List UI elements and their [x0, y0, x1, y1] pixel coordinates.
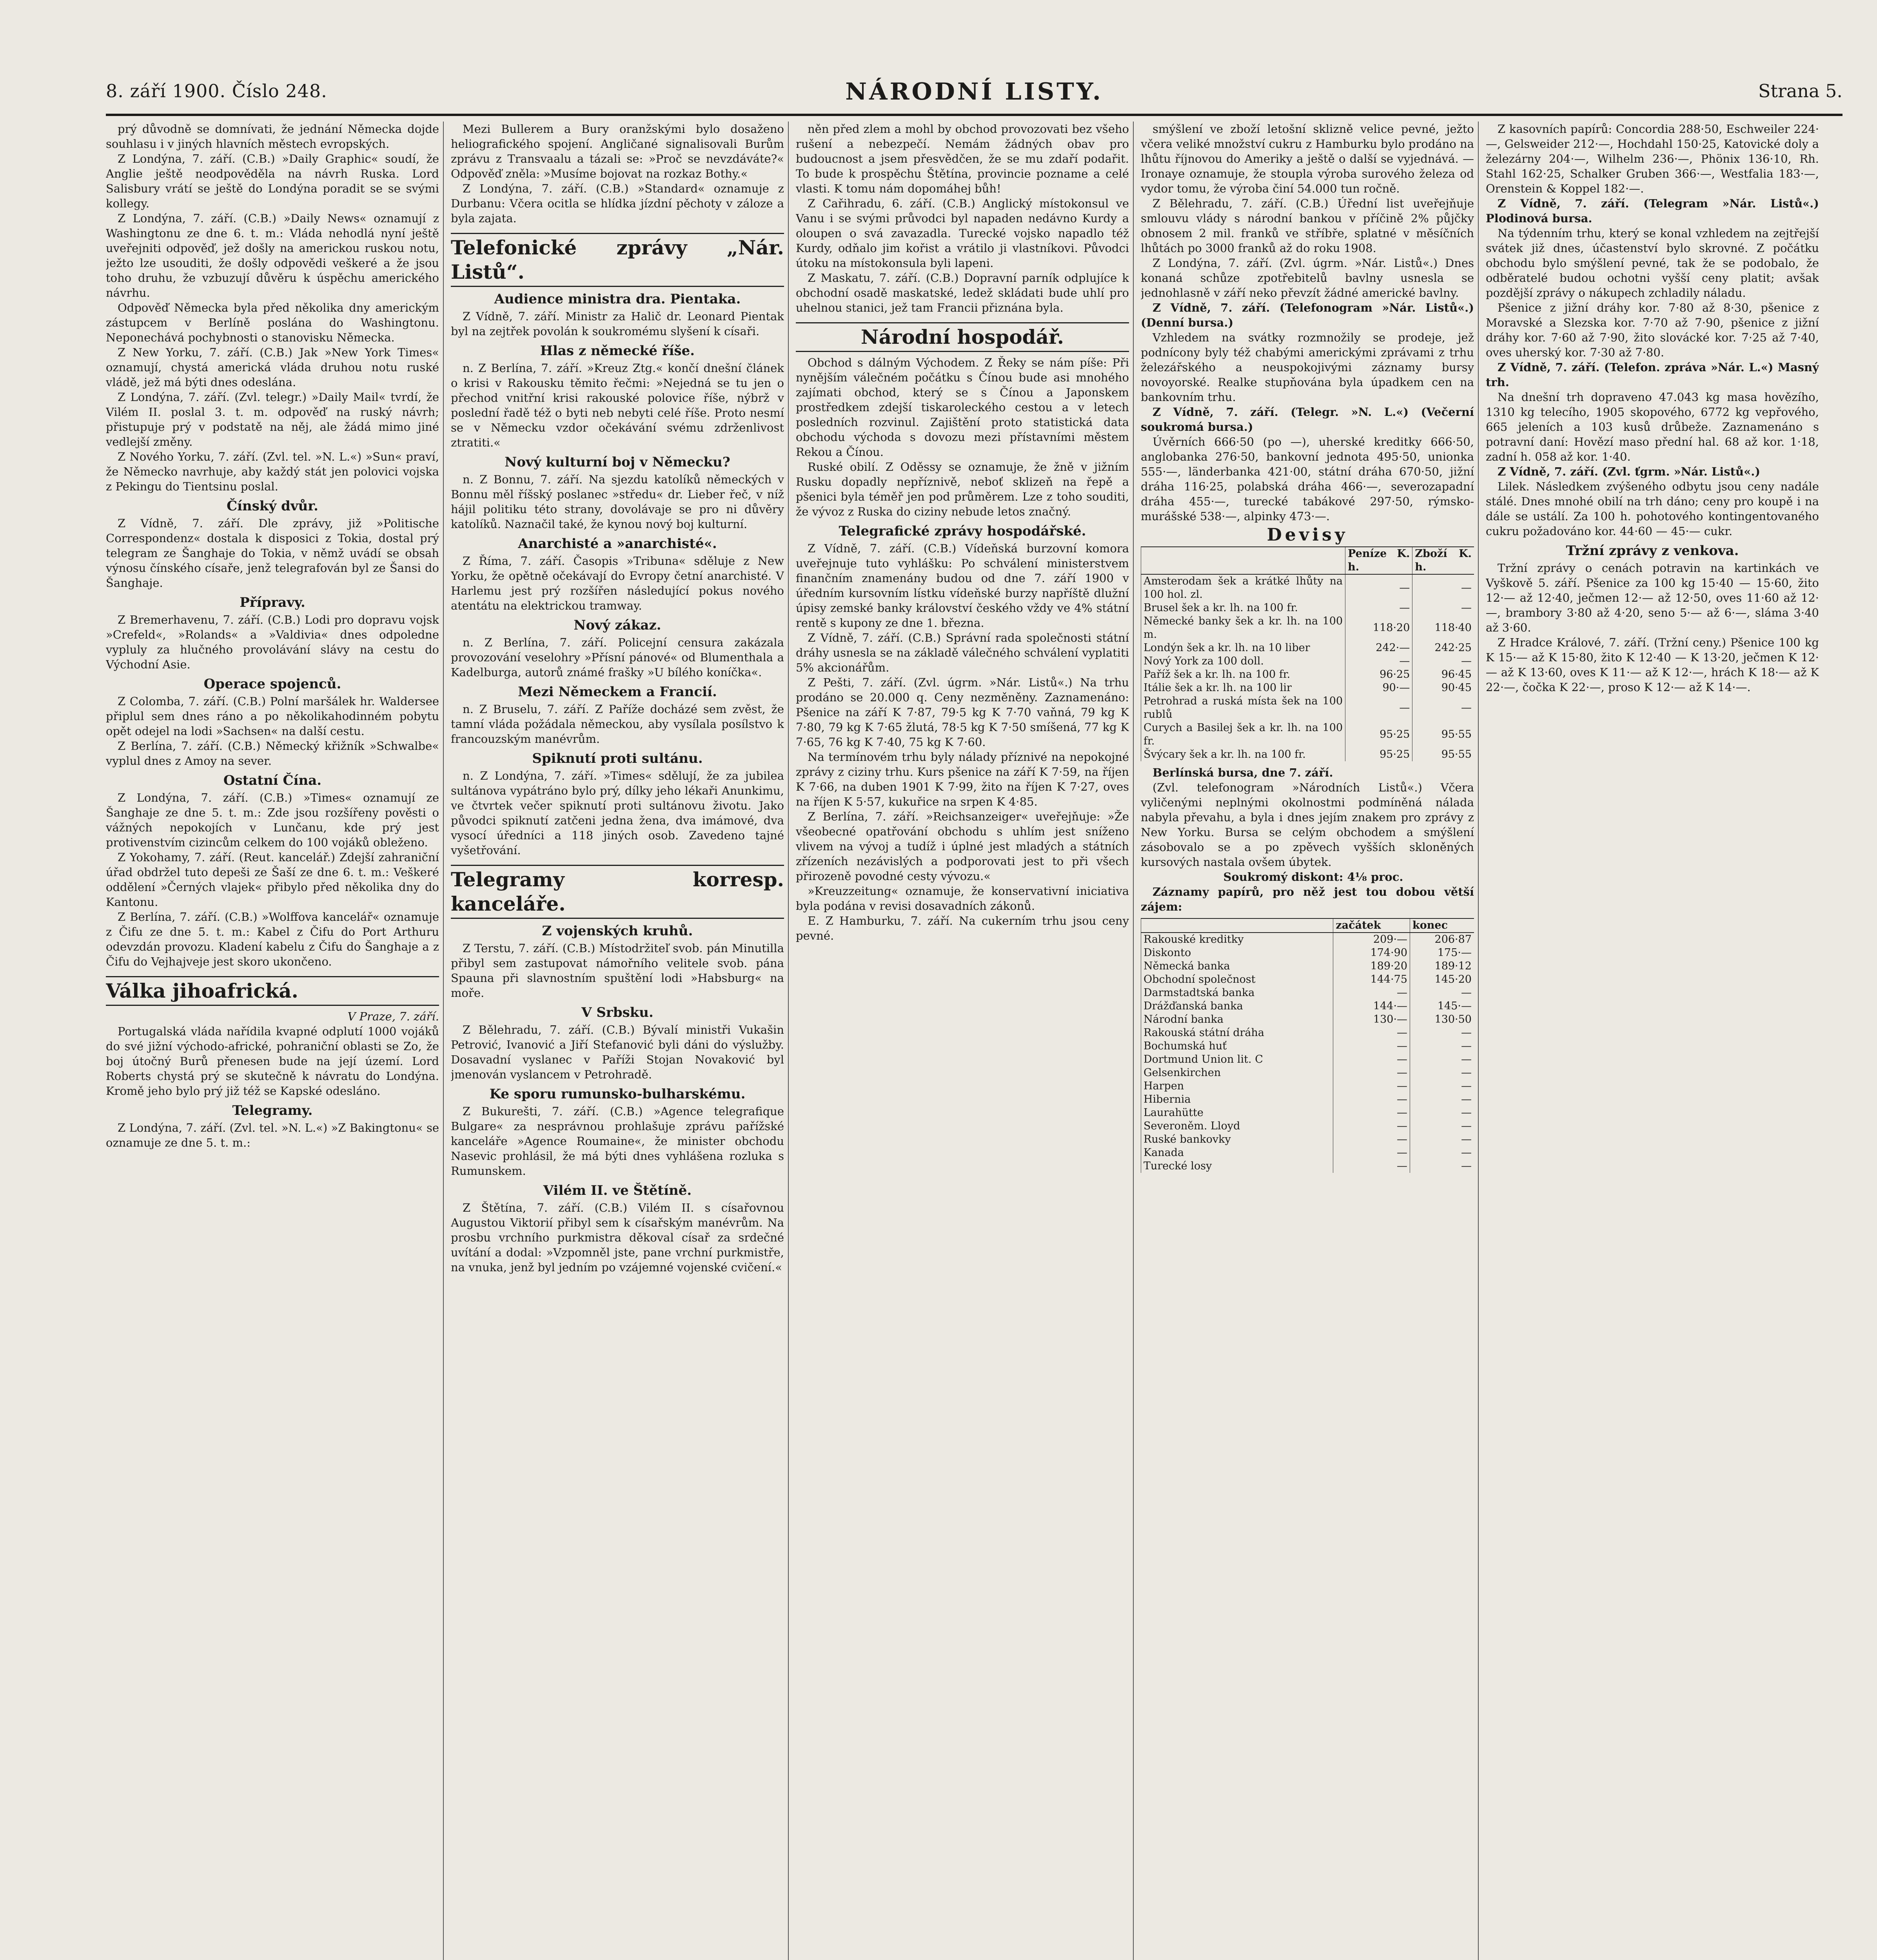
section-subheading: Anarchisté a »anarchisté«. — [518, 536, 717, 552]
article-paragraph: n. Z Berlína, 7. září. Policejní censura zakázala provozování veselohry »Přísní pánové« od Blumenthala a Kadelburga, autorů známé frašky »U bílého koníčka«. — [451, 636, 784, 679]
article-paragraph: Z Berlína, 7. září. »Reichsanzeiger« uveřejňuje: »Že všeobecné opatřování obchodu s uhlím jest sníženo vlivem na vývoj a tudíž i úplné jest mladých a státních zřízeních nezávislých a podporovati jest to při všech přirozeně povodné cesty vývozu.« — [796, 810, 1129, 883]
article-paragraph: Z Vídně, 7. září. (C.B.) Správní rada společnosti státní dráhy usnesla se na základě válečného schválení vyplatiti 5% akcionářům. — [796, 631, 1129, 674]
section-subheading: Z vojenských kruhů. — [542, 923, 693, 939]
section-heading: Telefonické zprávy „Nár. Listů“. — [451, 233, 784, 287]
table-cell-label: Bochumská huť — [1141, 1040, 1333, 1053]
table-cell-value: — — [1410, 1146, 1474, 1160]
table-cell-label: Ruské bankovky — [1141, 1133, 1333, 1146]
table-row — [1141, 960, 1474, 973]
devisy-title: Devisy — [1267, 525, 1348, 545]
article-paragraph: Z Berlína, 7. září. (C.B.) Německý křižník »Schwalbe« vyplul dnes z Amoy na sever. — [106, 739, 439, 768]
article-paragraph: Obchod s dálným Východem. Z Řeky se nám píše: Při nynějším válečném počátku s Čínou bude asi mnohého zajímati obchod, který se s Čínou a Japonskem prostředkem zdejší tiskaroleckého cestou a v letech posledních rozvinul. Zajištění proto statistická data obchodu východa s dovozu mezi přístavními městem Rekou a Čínou. — [796, 356, 1129, 459]
table-cell-label: Rakouské kreditky — [1141, 933, 1333, 946]
table-cell-value: — — [1410, 1106, 1474, 1120]
article-paragraph: Z Terstu, 7. září. (C.B.) Místodržiteľ svob. pán Minutilla přibyl sem zastupovat námořního velitele svob. pána Spauna při slavnostním spuštění lodi »Habsburg« na moře. — [451, 942, 784, 1000]
section-heading: Národní hospodář. — [796, 322, 1129, 352]
table-cell-value: — — [1333, 1146, 1410, 1160]
diskont-line: Soukromý diskont: 4⅛ proc. — [1223, 870, 1403, 884]
article-paragraph: Na dnešní trh dopraveno 47.043 kg masa hovězího, 1310 kg telecího, 1905 skopového, 6772 kg vepřového, 665 jeleních a 103 kusů drůbeže. Zaznamenáno s potravní daní: Hovězí maso přední hal. 68 až kor. 1·18, zadní h. 058 až kor. 1·40. — [1486, 390, 1819, 463]
article-paragraph: Portugalská vláda nařídila kvapné odplutí 1000 vojáků do své jižní východo-africké, pohraniční oblasti se Zo, že boj útočný Burů přenesen bude na její území. Lord Roberts chystá prý se skutečně k návratu do Londýna. Kromě jeho bylo prý již též se Kapské odesláno. — [106, 1025, 439, 1098]
zaznamy-table — [1141, 918, 1474, 1173]
table-cell-value: 144·75 — [1333, 973, 1410, 986]
table-cell-value: 175·— — [1410, 946, 1474, 960]
table-header-cell: Peníze K. h. — [1345, 547, 1412, 574]
column-5 — [1486, 122, 1819, 1960]
table-cell-value: 144·— — [1333, 1000, 1410, 1013]
column-1 — [106, 122, 439, 1960]
table-cell-value: — — [1412, 695, 1474, 721]
article-paragraph: Úvěrních 666·50 (po —), uherské kreditky 666·50, anglobanka 276·50, bankovní jednota 495·50, unionka 555·—, länderbanka 421·00, státní dráha 670·50, jižní dráha 116·25, polabská dráha 466·—, severozapadní dráha 455·—, turecké tabákové 297·50, rýmsko-murášské 538·—, alpinky 473·—. — [1141, 435, 1474, 523]
table-cell-value: — — [1333, 1133, 1410, 1146]
section-subheading: Nový kulturní boj v Německu? — [505, 454, 730, 470]
table-header-cell: konec — [1410, 918, 1474, 933]
table-cell-label: Laurahütte — [1141, 1106, 1333, 1120]
section-subheading: Ostatní Čína. — [223, 773, 322, 788]
table-cell-label: Curych a Basilej šek a kr. lh. na 100 fr. — [1141, 721, 1345, 748]
table-row — [1141, 1146, 1474, 1160]
article-paragraph: Vzhledem na svátky rozmnožily se prodeje, jež podnícony byly též chabými americkými zprávami z trhu železářského a neuspokojivými záznamy bursy novoyorské. Realke stupňována byla úpadkem cen na bankovním trhu. — [1141, 331, 1474, 404]
article-paragraph: Z Londýna, 7. září. (Zvl. úgrm. »Nár. Listů«.) Dnes konaná schůze zpotřebitelů bavlny usnesla se jednohlasně v září neko převzít žádné americké bavlny. — [1141, 256, 1474, 299]
section-subheading: Telegrafické zprávy hospodářské. — [839, 523, 1086, 539]
table-cell-label: Paříž šek a kr. lh. na 100 fr. — [1141, 668, 1345, 681]
table-cell-label: Kanada — [1141, 1146, 1333, 1160]
table-cell-label: Londýn šek a kr. lh. na 10 liber — [1141, 641, 1345, 655]
table-cell-value: — — [1333, 986, 1410, 1000]
devisy-body — [1141, 574, 1474, 761]
article-paragraph: Z Yokohamy, 7. září. (Reut. kancelář.) Zdejší zahraniční úřad obdržel tuto depeši ze Šaší ze dne 6. t. m.: Veškeré oddělení »Černých vlajek« přibylo před několika dny do Kantonu. — [106, 851, 439, 909]
article-paragraph: n. Z Bruselu, 7. září. Z Paříže docházé sem zvěst, že tamní vláda požádala německou, aby vysílala posílstvo k francouzským manévrům. — [451, 702, 784, 746]
article-paragraph: něn před zlem a mohl by obchod provozovati bez všeho rušení a nebezpečí. Nemám žádných obav pro budoucnost a jsem přesvědčen, že se mu zdaří podařit. To bude k prospěchu Štětína, provincie pozname a celé vlasti. K tomu nám dopomáhej bůh! — [796, 122, 1129, 195]
table-cell-label: Brusel šek a kr. lh. na 100 fr. — [1141, 601, 1345, 615]
section-subheading: Operace spojenců. — [203, 676, 341, 692]
article-paragraph: Z Bremerhavenu, 7. září. (C.B.) Lodi pro dopravu vojsk »Crefeld«, »Rolands« a »Valdivia« dnes odpoledne vypluly za hlučného provolávání slávy na cestu do Východní Asie. — [106, 613, 439, 671]
article-lead: Berlínská bursa, dne 7. září. — [1153, 766, 1333, 779]
table-cell-label: Německé banky šek a kr. lh. na 100 m. — [1141, 615, 1345, 641]
table-row — [1141, 1026, 1474, 1040]
table-cell-value: — — [1412, 601, 1474, 615]
section-subheading: Přípravy. — [240, 595, 305, 610]
table-row — [1141, 721, 1474, 748]
table-cell-value: 118·20 — [1345, 615, 1412, 641]
table-cell-value: 95·25 — [1345, 721, 1412, 748]
article-paragraph: Z Nového Yorku, 7. září. (Zvl. tel. »N. L.«) »Sun« praví, že Německo navrhuje, aby každý stát jen polovici vojska z Pekingu do Tientsinu poslal. — [106, 450, 439, 493]
article-paragraph: Na týdenním trhu, který se konal vzhledem na zejtřejší svátek již dnes, účastenství bylo skrovné. Z počátku obchodu bylo smýšlení pevné, tak že se podobalo, že odběratelé budou ochotni vyšší ceny platit; avšak pozdější zprávy o nákupech zchladily náladu. — [1486, 227, 1819, 299]
section-heading: Válka jihoafrická. — [106, 976, 439, 1006]
article-paragraph: n. Z Londýna, 7. září. »Times« sdělují, že za jubilea sultánova vypátráno bylo prý, dílky jeho lékaři Anunkimu, ve čtvrtek večer spiknutí proti sultánovu životu. Jako původci spiknutí zatčeni jedna žena, dva imámové, dva vysocí úředníci a 118 jiných osob. Zavedeno tajné vyšetřování. — [451, 769, 784, 857]
section-subheading: Telegramy. — [232, 1103, 313, 1118]
table-row — [1141, 695, 1474, 721]
table-row — [1141, 748, 1474, 761]
table-row — [1141, 681, 1474, 695]
article-paragraph: Z Vídně, 7. září. (C.B.) Vídeňská burzovní komora uveřejnuje tuto vyhlášku: Po schválení ministerstvem finančním znamenány budou od dne 7. září 1900 v úředním kursovním lístku vídeňské burzy napříště dlužní úpisy zemské banky království českého vždy ve 4% státní rentě s kupony ze dne 1. března. — [796, 542, 1129, 630]
article-paragraph: Z Maskatu, 7. září. (C.B.) Dopravní parník odplujíce k obchodní osadě maskatské, ledež skládati bude uhlí pro uhelnou stanici, jež tam Francii přiznána byla. — [796, 271, 1129, 314]
table-cell-value: — — [1410, 1040, 1474, 1053]
table-row — [1141, 1013, 1474, 1026]
column-divider — [443, 122, 444, 1960]
article-paragraph: Odpověď Německa byla před několika dny americkým zástupcem v Berlíně poslána do Washingtonu. Neponechává pochybnosti o stanovisku Německa. — [106, 301, 439, 344]
table-cell-value: 206·87 — [1410, 933, 1474, 946]
section-subheading: Spiknutí proti sultánu. — [532, 751, 703, 766]
table-row — [1141, 574, 1474, 601]
dateline: V Praze, 7. září. — [347, 1010, 439, 1023]
table-cell-value: — — [1410, 1093, 1474, 1106]
table-cell-value: 145·20 — [1410, 973, 1474, 986]
article-paragraph: Lilek. Následkem zvýšeného odbytu jsou ceny nadále stálé. Dnes mnohé obilí na trh dáno; ceny pro koupě i na dále se ustálí. Za 100 h. pohotového kontingentovaného cukru požadováno kor. 44·60 — 45·— cukr. — [1486, 480, 1819, 538]
page-number: Strana 5. — [1758, 80, 1843, 102]
table-row — [1141, 1080, 1474, 1093]
article-paragraph: prý důvodně se domnívati, že jednání Německa dojde souhlasu i v jiných hlavních městech evropských. — [106, 122, 439, 151]
table-row — [1141, 1093, 1474, 1106]
table-cell-value: — — [1410, 1080, 1474, 1093]
article-paragraph: Ruské obilí. Z Oděssy se oznamuje, že žně v jižním Rusku dopadly nepříznivě, neboť sklizeň na řepě a pšenici byla téměř jen pod průměrem. Lze z toho souditi, že vývoz z Ruska do ciziny nebude letos značný. — [796, 460, 1129, 518]
table-cell-value: 90·— — [1345, 681, 1412, 695]
table-cell-label: Nový York za 100 doll. — [1141, 655, 1345, 668]
table-row — [1141, 1040, 1474, 1053]
section-subheading: Tržní zprávy z venkova. — [1566, 543, 1739, 559]
article-paragraph: Z Říma, 7. září. Časopis »Tribuna« sděluje z New Yorku, že opětně očekávají do Evropy četní anarchisté. V Harlemu jest prý rozšířen následující pokus nového atentátu na elektrickou tramway. — [451, 554, 784, 612]
issue-date: 8. září 1900. Číslo 248. — [106, 80, 327, 102]
table-header-row — [1141, 918, 1474, 933]
table-cell-value: — — [1333, 1053, 1410, 1066]
table-cell-label: Dortmund Union lit. C — [1141, 1053, 1333, 1066]
article-paragraph: (Zvl. telefonogram »Národních Listů«.) Včera vyličenými neplnými okolnostmi podmíněná nálada nabyla převahu, a byla i dnes jejím znakem pro zprávy z New Yorku. Bursa se celým obchodem a smýšlení zásobovalo se a po zpěvech vyšších skloněných kursových nastala ovšem úbytek. — [1141, 781, 1474, 869]
article-lead: Z Vídně, 7. září. (Telefon. zpráva »Nár. L.«) Masný trh. — [1486, 361, 1819, 389]
table-header-cell: Zboží K. h. — [1412, 547, 1474, 574]
table-row — [1141, 1160, 1474, 1173]
article-paragraph: Z Hradce Králové, 7. září. (Tržní ceny.) Pšenice 100 kg K 15·— až K 15·80, žito K 12·40 — K 13·20, ječmen K 12·— až K 13·60, oves K 11·— až K 12·—, hrách K 18·— až K 22·—, čočka K 22·—, proso K 12·— až K 14·—. — [1486, 636, 1819, 694]
article-paragraph: Z Vídně, 7. září. Ministr za Halič dr. Leonard Pientak byl na zejtřek povolán k soukromému slyšení k císaři. — [451, 310, 784, 338]
table-header-cell: začátek — [1333, 918, 1410, 933]
devisy-table — [1141, 546, 1474, 761]
table-cell-label: Obchodní společnost — [1141, 973, 1333, 986]
table-cell-value: 95·55 — [1412, 748, 1474, 761]
article-paragraph: n. Z Berlína, 7. září. »Kreuz Ztg.« končí dnešní článek o krisi v Rakousku těmito řečmi: »Nejedná se tu jen o přechod vnitřní krisi rakouské polovice říše, nýbrž v poslední řadě též o byti neb nebyti celé říše. Proto nesmí se v Německu vzdor očekávání svému zdrženlivost ztratiti.« — [451, 361, 784, 449]
table-row — [1141, 1053, 1474, 1066]
table-header-cell — [1141, 547, 1345, 574]
table-cell-value: 242·— — [1345, 641, 1412, 655]
article-paragraph: Z kasovních papírů: Concordia 288·50, Eschweiler 224·—, Gelsweider 212·—, Hochdahl 150·25, Katovické doly a železárny 204·—, Wilhelm 236·—, Phönix 136·10, Rh. Stahl 162·25, Schalker Gruben 366·—, Westfalia 183·—, Orenstein & Koppel 182·—. — [1486, 122, 1819, 195]
article-paragraph: Z Londýna, 7. září. (C.B.) »Daily News« oznamují z Washingtonu ze dne 6. t. m.: Vláda nehodlá nyní ještě uveřejniti odpověď, jež došly na americkou ruskou notu, ježto lze usouditi, že došly odpovědi veškeré a že jsou toho druhu, že vzbuzují důvěru k úspěchu amerického návrhu. — [106, 212, 439, 299]
table-cell-value: 95·55 — [1412, 721, 1474, 748]
table-cell-value: — — [1333, 1066, 1410, 1080]
column-4 — [1141, 122, 1474, 1960]
article-paragraph: Z Cařihradu, 6. září. (C.B.) Anglický místokonsul ve Vanu i se svými průvodci byl napaden nedávno Kurdy a oloupen o svá zavazadla. Turecké vojsko napadlo též Kurdy, odňalo jim kořist a vrátilo ji vlastníkovi. Původci útoku na místokonsula byli lapeni. — [796, 197, 1129, 270]
table-cell-label: Hibernia — [1141, 1093, 1333, 1106]
table-row — [1141, 986, 1474, 1000]
article-paragraph: Mezi Bullerem a Bury oranžskými bylo dosaženo heliografického spojení. Angličané signalisovali Burům zprávu z Transvaalu a tázali se: »Proč se nevzdáváte?« Odpověď zněla: »Musíme bojovat na rozkaz Bothy.« — [451, 122, 784, 180]
table-cell-label: Drážďanská banka — [1141, 1000, 1333, 1013]
article-paragraph: Z Londýna, 7. září. (C.B.) »Daily Graphic« soudí, že Anglie ještě neodpověděla na návrh Ruska. Lord Salisbury vrátí se ještě do Londýna poradit se se svými kollegy. — [106, 152, 439, 210]
table-cell-label: Harpen — [1141, 1080, 1333, 1093]
section-subheading: Vilém II. ve Štětíně. — [543, 1183, 692, 1198]
table-row — [1141, 933, 1474, 946]
article-paragraph: »Kreuzzeitung« oznamuje, že konservativní iniciativa byla podána v revisi dosavadních zákonů. — [796, 884, 1129, 913]
table-row — [1141, 1133, 1474, 1146]
table-cell-value: — — [1410, 1066, 1474, 1080]
table-cell-value: 90·45 — [1412, 681, 1474, 695]
table-cell-label: Diskonto — [1141, 946, 1333, 960]
zaznamy-body — [1141, 933, 1474, 1173]
table-row — [1141, 655, 1474, 668]
table-cell-value: — — [1333, 1040, 1410, 1053]
table-cell-label: Gelsenkirchen — [1141, 1066, 1333, 1080]
table-cell-value: — — [1410, 1026, 1474, 1040]
table-row — [1141, 668, 1474, 681]
table-row — [1141, 601, 1474, 615]
table-cell-value: — — [1333, 1093, 1410, 1106]
article-paragraph: Z New Yorku, 7. září. (C.B.) Jak »New York Times« oznamují, chystá americká vláda druhou notu ruské vládě, jež má býti dnes odeslána. — [106, 346, 439, 389]
table-cell-value: 174·90 — [1333, 946, 1410, 960]
article-paragraph: smýšlení ve zboží letošní sklizně velice pevné, ježto včera veliké množství cukru z Hamburku bylo prodáno na lhůtu říjnovou do Ameriky a ještě o další se vyjednává. — Ironaye oznamuje, že stoupla výroba surového železa od vydor tomu, že výroba činí 54.000 tun ročně. — [1141, 122, 1474, 195]
table-cell-value: 96·45 — [1412, 668, 1474, 681]
table-cell-label: Švýcary šek a kr. lh. na 100 fr. — [1141, 748, 1345, 761]
column-3 — [796, 122, 1129, 1960]
article-paragraph: Z Bělehradu, 7. září. (C.B.) Úřední list uveřejňuje smlouvu vlády s národní bankou v příčině 2% půjčky obnosem 2 mil. franků ve stříbře, splatné v měsíčních lhůtách po 3000 franků až do roku 1908. — [1141, 197, 1474, 255]
table-row — [1141, 1066, 1474, 1080]
table-row — [1141, 1000, 1474, 1013]
table-cell-value: 209·— — [1333, 933, 1410, 946]
table-cell-value: — — [1345, 695, 1412, 721]
article-lead: Z Vídně, 7. září. (Telegr. »N. L.«) (Večerní soukromá bursa.) — [1141, 405, 1474, 434]
table-row — [1141, 1120, 1474, 1133]
article-paragraph: Z Štětína, 7. září. (C.B.) Vilém II. s císařovnou Augustou Viktorií přibyl sem k císařským manévrům. Na prosbu vrchního purkmistra děkoval císař za srdečné uvítání a dodal: »Vzpomněl jste, pane vrchní purkmistře, na vnuka, jenž byl jedním po vzájemné vojenské cvičení.« — [451, 1201, 784, 1274]
table-cell-label: Rakouská státní dráha — [1141, 1026, 1333, 1040]
article-paragraph: Z Vídně, 7. září. Dle zprávy, již »Politische Correspondenz« dostala k disposici z Tokia, dostal prý telegram ze Šanghaje do Tokia, v němž uvádí se obsah výnosu čínského císaře, jenž telegrafován byl ze Šansi do Šanghaje. — [106, 517, 439, 590]
article-paragraph: n. Z Bonnu, 7. září. Na sjezdu katolíků německých v Bonnu měl říšský poslanec »středu« dr. Lieber řeč, v níž hájil politiku této strany, dovolávaje se pro ni důvěry katolíků. Naznačil také, že kynou nový boj kulturní. — [451, 473, 784, 531]
zaznamy-title: Záznamy papírů, pro něž jest tou dobou větší zájem: — [1141, 885, 1474, 913]
column-divider — [788, 122, 789, 1960]
article-lead: Z Vídně, 7. září. (Telefonogram »Nár. Listů«.) (Denní bursa.) — [1141, 301, 1474, 329]
table-cell-value: 189·20 — [1333, 960, 1410, 973]
table-cell-label: Národní banka — [1141, 1013, 1333, 1026]
article-paragraph: Z Colomba, 7. září. (C.B.) Polní maršálek hr. Waldersee připlul sem dnes ráno a po několikahodinném pobytu opět odejel na lodi »Sachsen« na další cestu. — [106, 695, 439, 738]
table-header-cell — [1141, 918, 1333, 933]
section-subheading: Hlas z německé říše. — [540, 343, 695, 359]
table-cell-value: 130·50 — [1410, 1013, 1474, 1026]
article-paragraph: Z Bukurešti, 7. září. (C.B.) »Agence telegrafique Bulgare« za nesprávnou prohlašuje zprávu pařížské kanceláře »Agence Roumaine«, že minister obchodu Nasevic prohlásil, že má býti dnes vyhlášena rozluka s Rumunskem. — [451, 1105, 784, 1178]
article-paragraph: Pšenice z jižní dráhy kor. 7·80 až 8·30, pšenice z Moravské a Slezska kor. 7·70 až 7·90, pšenice z jižní dráhy kor. 7·60 až 7·90, žito slovácké kor. 7·25 až 7·40, oves uherský kor. 7·30 až 7·80. — [1486, 301, 1819, 359]
table-row — [1141, 1106, 1474, 1120]
table-cell-value: — — [1333, 1160, 1410, 1173]
table-cell-value: — — [1345, 655, 1412, 668]
section-subheading: Audience ministra dra. Pientaka. — [494, 291, 741, 307]
table-cell-value: 118·40 — [1412, 615, 1474, 641]
table-cell-value: — — [1412, 574, 1474, 601]
header-rule — [106, 114, 1843, 116]
table-cell-value: — — [1333, 1026, 1410, 1040]
article-paragraph: Z Berlína, 7. září. (C.B.) »Wolffova kancelář« oznamuje z Čifu ze dne 5. t. m.: Kabel z Čifu do Port Arthuru odevzdán provozu. Kladení kabelu z Čifu do Šanghaje a z Čifu do Vejhajveje jest skoro ukončeno. — [106, 910, 439, 968]
page-header — [106, 80, 1843, 108]
article-lead: Z Vídně, 7. září. (Zvl. ťgrm. »Nár. Listů«.) — [1498, 465, 1761, 478]
table-row — [1141, 615, 1474, 641]
article-paragraph: Z Londýna, 7. září. (Zvl. telegr.) »Daily Mail« tvrdí, že Vilém II. poslal 3. t. m. odpověď na ruský návrh; přistupuje prý v podstatě na něj, ale žádá mimo jiné vedlejší změny. — [106, 390, 439, 448]
article-paragraph: Z Londýna, 7. září. (C.B.) »Times« oznamují ze Šanghaje ze dne 5. t. m.: Zde jsou rozšířeny pověsti o vážných nepokojích v Lunčanu, kde prý jest protivenstvím cizincům celkem do 100 vojáků obleženo. — [106, 791, 439, 849]
article-paragraph: Tržní zprávy o cenách potravin na kartinkách ve Vyškově 5. září. Pšenice za 100 kg 15·40 — 15·60, žito 12·— až 12·40, ječmen 12·— až 12·50, oves 11·60 až 12·—, brambory 3·80 až 4·20, seno 5·— až 6·—, sláma 3·40 až 3·60. — [1486, 561, 1819, 634]
article-paragraph: Na termínovém trhu byly nálady příznivé na nepokojné zprávy z ciziny trhu. Kurs pšenice na září K 7·59, na říjen K 7·66, na duben 1901 K 7·99, žito na říjen K 7·27, oves na říjen K 5·57, kukuřice na srpen K 4·85. — [796, 750, 1129, 808]
column-divider — [1478, 122, 1479, 1960]
table-cell-value: 96·25 — [1345, 668, 1412, 681]
table-header-row — [1141, 547, 1474, 574]
table-cell-label: Darmstadtská banka — [1141, 986, 1333, 1000]
section-subheading: Čínský dvůr. — [227, 498, 318, 514]
table-cell-value: — — [1333, 1120, 1410, 1133]
table-cell-value: — — [1410, 1120, 1474, 1133]
table-cell-value: — — [1410, 986, 1474, 1000]
article-paragraph: Z Londýna, 7. září. (C.B.) »Standard« oznamuje z Durbanu: Včera ocitla se hlídka jízdní pěchoty v záloze a byla zajata. — [451, 182, 784, 225]
table-cell-value: 242·25 — [1412, 641, 1474, 655]
table-cell-value: — — [1410, 1133, 1474, 1146]
table-cell-value: — — [1345, 574, 1412, 601]
article-paragraph: Z Londýna, 7. září. (Zvl. tel. »N. L.«) »Z Bakingtonu« se oznamuje ze dne 5. t. m.: — [106, 1121, 439, 1149]
table-cell-label: Severoněm. Lloyd — [1141, 1120, 1333, 1133]
table-cell-label: Amsterodam šek a krátké lhůty na 100 hol. zl. — [1141, 574, 1345, 601]
table-cell-label: Petrohrad a ruská místa šek na 100 rublů — [1141, 695, 1345, 721]
article-paragraph: E. Z Hamburku, 7. září. Na cukerním trhu jsou ceny pevné. — [796, 914, 1129, 942]
masthead: NÁRODNÍ LISTY. — [845, 78, 1103, 105]
section-heading: Telegramy korresp. kanceláře. — [451, 865, 784, 919]
section-subheading: Ke sporu rumunsko-bulharskému. — [489, 1086, 746, 1102]
table-cell-value: — — [1412, 655, 1474, 668]
table-cell-value: — — [1333, 1080, 1410, 1093]
table-cell-value: — — [1333, 1106, 1410, 1120]
table-row — [1141, 973, 1474, 986]
column-2 — [451, 122, 784, 1960]
table-cell-value: 189·12 — [1410, 960, 1474, 973]
table-cell-value: 145·— — [1410, 1000, 1474, 1013]
table-cell-value: — — [1410, 1053, 1474, 1066]
table-cell-value: 130·— — [1333, 1013, 1410, 1026]
table-cell-value: — — [1410, 1160, 1474, 1173]
table-row — [1141, 946, 1474, 960]
column-divider — [1133, 122, 1134, 1960]
section-subheading: Mezi Německem a Francií. — [518, 684, 717, 700]
section-subheading: Nový zákaz. — [574, 617, 661, 633]
section-subheading: V Srbsku. — [581, 1005, 654, 1020]
table-cell-label: Turecké losy — [1141, 1160, 1333, 1173]
article-lead: Z Vídně, 7. září. (Telegram »Nár. Listů«.) Plodinová bursa. — [1486, 197, 1819, 225]
table-cell-value: 95·25 — [1345, 748, 1412, 761]
table-cell-label: Itálie šek a kr. lh. na 100 lir — [1141, 681, 1345, 695]
article-paragraph: Z Pešti, 7. září. (Zvl. úgrm. »Nár. Listů«.) Na trhu prodáno se 20.000 q. Ceny nezměněny. Zaznamenáno: Pšenice na září K 7·87, 79·5 kg K 7·70 vaňná, 79 kg K 7·80, 79 kg K 7·65 žlutá, 78·5 kg K 7·50 smíšená, 77 kg K 7·65, 76 kg K 7·40, 75 kg K 7·60. — [796, 676, 1129, 749]
table-row — [1141, 641, 1474, 655]
table-cell-label: Německá banka — [1141, 960, 1333, 973]
table-cell-value: — — [1345, 601, 1412, 615]
article-paragraph: Z Bělehradu, 7. září. (C.B.) Bývalí ministři Vukašin Petrović, Ivanović a Jiří Stefanović byli dáni do výslužby. Dosavadní vyslanec v Paříži Stojan Novaković byl jmenován vyslancem v Petrohradě. — [451, 1023, 784, 1081]
